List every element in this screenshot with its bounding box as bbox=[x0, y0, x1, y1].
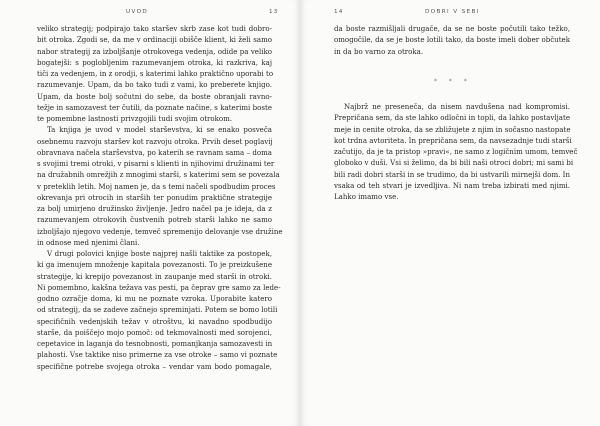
page-number-left: 13 bbox=[269, 9, 279, 15]
text-line: meje in cenite otroka, da se zbližujete z njim in sočasno nastopate bbox=[334, 124, 571, 134]
text-line: težje in samozavest ter čutili, da poznate načine, s katerimi boste bbox=[37, 102, 272, 112]
left-body-text bbox=[37, 23, 283, 372]
text-line: in odnose med njenimi člani. bbox=[37, 237, 140, 247]
right-body-text-top bbox=[334, 23, 570, 57]
text-line: godno ozračje doma, ki mu ne poznate vzroka. Uporabite katero bbox=[37, 294, 272, 303]
text-line: plahosti. Vse taktike niso primerne za vse otroke – samo vi poznate bbox=[37, 350, 278, 360]
page-number-right: 14 bbox=[334, 9, 344, 15]
text-line: bili radi dobri starši in se trudimo, da bi ustvarili mirnejši dom. In bbox=[334, 169, 570, 179]
text-line: bogatejši: s poglobljenim razumevanjem otroka, ki razkriva, kaj bbox=[37, 57, 272, 67]
text-line: Lahko imamo vse. bbox=[334, 192, 399, 201]
text-line: Prepričana sem, da ste lahko odločni in topli, da lahko postavljate bbox=[334, 113, 570, 123]
text-line: Upam, da boste bolj sočutni do sebe, da boste obranjali ravno- bbox=[37, 91, 272, 101]
text-line: omogočile, da se je boste lotili tako, da boste imeli dober občutek bbox=[334, 35, 570, 45]
text-line: izboljšajo njegovo vedenje, temveč spremenijo delovanje vse družine bbox=[37, 226, 283, 236]
text-line: da boste razmišljali drugače, da se ne boste počutili tako težko, bbox=[334, 24, 570, 33]
text-line: veliko strategij; podpirajo tako staršev skrb zase kot tudi dobro- bbox=[37, 24, 272, 33]
text-line: razumevanje. Upam, da bo tako tudi z vami, ko preberete knjigo. bbox=[37, 80, 272, 90]
text-line: cepetavice in laganja do tesnobnosti, pomanjkanja samozavesti in bbox=[37, 339, 273, 348]
text-line: za bolj umirjeno družinsko življenje. Jedro načel pa je ideja, da z bbox=[37, 204, 272, 213]
text-line: specifične potrebe svojega otroka – vendar vam bodo pomagale, bbox=[37, 361, 272, 371]
text-line: okrevanja pri otrocih in starših ter ponudim praktične strategije bbox=[37, 192, 272, 202]
text-line: obravnava načela starševstva, po katerih se ravnam sama – doma bbox=[37, 147, 272, 157]
text-line: Najbrž ne preseneča, da nisem navdušena nad kompromisi. bbox=[344, 102, 570, 111]
text-line: od strategij, da se zadeve začnejo spreminjati. Potem se bomo lotili bbox=[37, 305, 278, 315]
running-head-left: UVOD bbox=[126, 9, 149, 15]
text-line: nabor strategij za izboljšanje otrokovega vedenja, odide pa veliko bbox=[37, 46, 272, 56]
text-line: vsaka od teh stvari je izvedljiva. Ni nam treba izbirati med njimi. bbox=[334, 180, 570, 190]
text-line: na družabnih omrežjih z mnogimi starši, s katerimi sem se povezala bbox=[37, 170, 280, 180]
text-line: bit otroka. Zgodi se, da me v ordinaciji obišče klient, ki želi samo bbox=[37, 35, 272, 45]
text-line: tiči za vedenjem, in z orodji, s katerimi lahko praktično uporabi to bbox=[37, 69, 274, 78]
text-line: V drugi polovici knjige boste najprej našli taktike za postopek, bbox=[47, 249, 272, 258]
text-line: Ni pomembno, kakšna težava vas pesti, pa čeprav gre samo za lede- bbox=[37, 282, 281, 292]
running-head-right: DOBRI V SEBI bbox=[425, 9, 480, 15]
text-line: ki ga imenujem množenje kapitala povezanosti. To je preizkušene bbox=[37, 260, 272, 270]
right-body-text-bottom bbox=[334, 101, 578, 202]
text-line: s svojimi tremi otroki, v pisarni s klienti in njihovimi družinami ter bbox=[37, 159, 275, 168]
text-line: strategije, ki krepijo povezanost in zaupanje med starši in otroki. bbox=[37, 271, 272, 281]
text-line: razumevanjem otrokovih čustvenih potreb starši lahko ne samo bbox=[37, 215, 272, 225]
text-line: specifičnih vedenjskih težav v otroštvu, ki navadno spodbudijo bbox=[37, 316, 272, 326]
text-line: starše, da poiščejo mojo pomoč: od tekmovalnosti med sorojenci, bbox=[37, 327, 272, 337]
text-line: začutijo, da je ta pristop »pravi«, ne samo z logičnim umom, temveč bbox=[334, 147, 578, 156]
text-line: globoko v duši. Vsi si želimo, da bi bili naši otroci dobri; mi sami bi bbox=[334, 158, 574, 168]
text-line: in da bo varno za otroka. bbox=[334, 46, 424, 56]
right-page bbox=[300, 0, 600, 426]
text-line: v preteklih letih. Moj namen je, da s temi načeli spodbudim proces bbox=[37, 181, 276, 191]
text-line: te pomembne lastnosti privzgojili tudi svojim otrokom. bbox=[37, 114, 233, 123]
section-break-stars: * * * bbox=[434, 78, 472, 85]
text-line: kot trdna avtoriteta. In prepričana sem, da navsezadnje tudi starši bbox=[334, 135, 572, 145]
text-line: osebnemu razvoju staršev kot razvoju otroka. Prvih deset poglavij bbox=[37, 136, 273, 146]
text-line: Ta knjiga je uvod v model starševstva, ki se enako posveča bbox=[47, 125, 272, 135]
